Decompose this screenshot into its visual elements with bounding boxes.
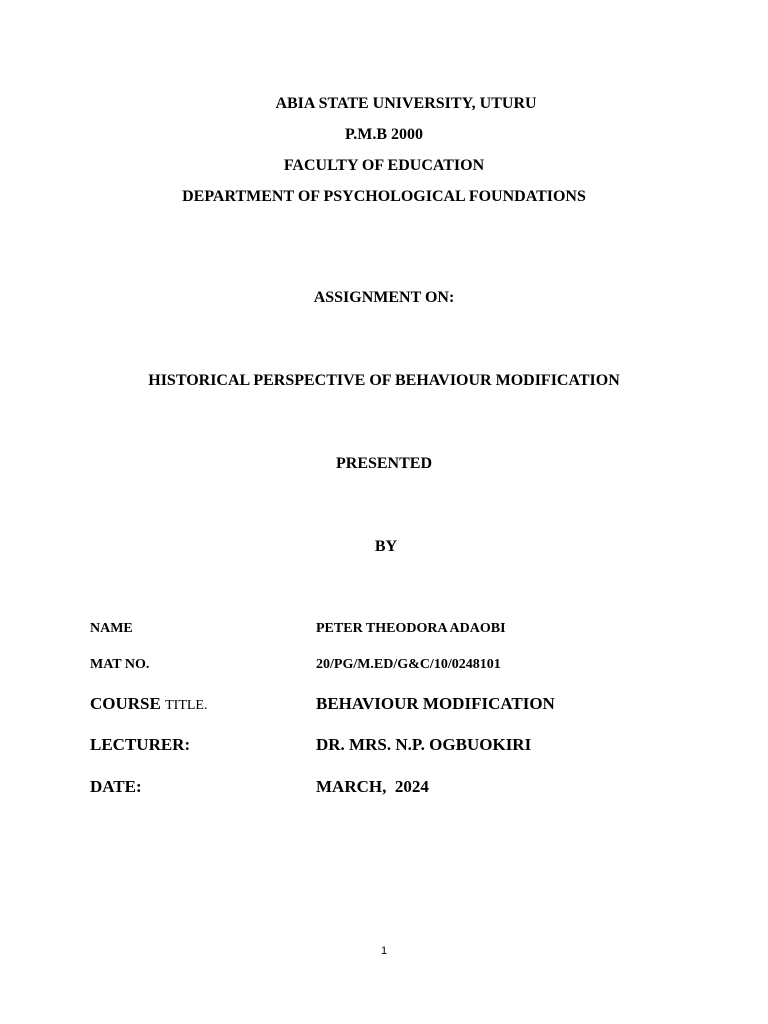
course-title-value: BEHAVIOUR MODIFICATION	[316, 694, 555, 713]
mat-no-value: 20/PG/M.ED/G&C/10/0248101	[316, 657, 501, 672]
course-label-small: TITLE.	[165, 698, 208, 713]
assignment-topic: HISTORICAL PERSPECTIVE OF BEHAVIOUR MODIFICATION	[148, 372, 620, 389]
page-number: 1	[380, 945, 388, 957]
presented-label: PRESENTED	[335, 455, 433, 472]
name-value: PETER THEODORA ADAOBI	[316, 621, 506, 636]
university-name: ABIA STATE UNIVERSITY, UTURU	[275, 95, 537, 112]
course-label-main: COURSE	[90, 694, 161, 713]
faculty-name: FACULTY OF EDUCATION	[283, 157, 485, 174]
department-name: DEPARTMENT OF PSYCHOLOGICAL FOUNDATIONS	[182, 188, 586, 205]
date-label: DATE:	[90, 777, 142, 796]
pmb-address: P.M.B 2000	[344, 126, 424, 143]
assignment-heading: ASSIGNMENT ON:	[313, 289, 455, 306]
course-title-label	[90, 694, 207, 716]
name-label: NAME	[90, 621, 133, 636]
mat-no-label: MAT NO.	[90, 657, 150, 672]
date-value: MARCH, 2024	[316, 777, 429, 796]
lecturer-value: DR. MRS. N.P. OGBUOKIRI	[316, 735, 532, 754]
lecturer-label: LECTURER:	[90, 735, 191, 754]
by-label: BY	[374, 538, 398, 555]
